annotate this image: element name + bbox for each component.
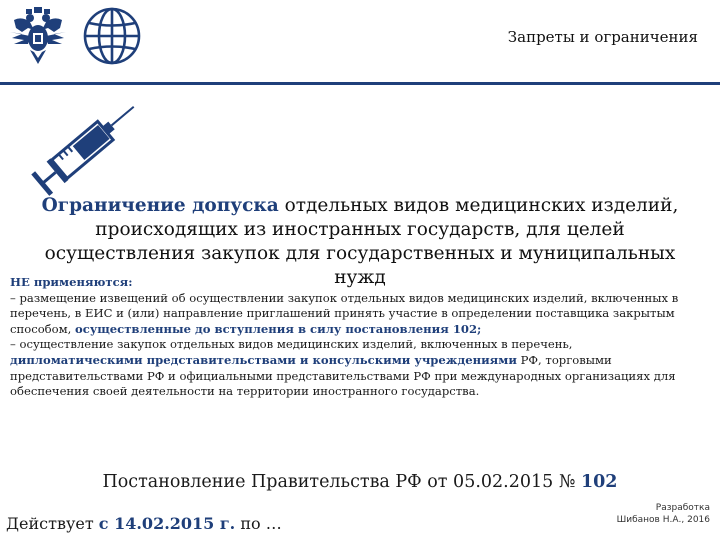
page-title: Запреты и ограничения xyxy=(507,28,698,46)
effective-prefix: Действует xyxy=(6,514,99,533)
decree-number: 102 xyxy=(580,472,618,492)
headline-accent: Ограничение допуска xyxy=(41,195,279,216)
exception-item-2-rest: РФ, торговыми представительствами РФ и официальными представительствами РФ при международных организациях для обеспечения своей деятельности на территории иностранного государства. xyxy=(10,352,676,399)
effective-suffix: по … xyxy=(235,514,282,533)
exceptions-note xyxy=(10,275,690,400)
effective-date: с 14.02.2015 г. xyxy=(98,514,236,533)
header-divider xyxy=(0,82,720,85)
exception-item-1-highlight: осуществленные до вступления в силу постановления 102; xyxy=(75,321,482,336)
author-label: Разработка xyxy=(655,503,710,513)
author-name: Шибанов Н.А., 2016 xyxy=(616,515,710,525)
exceptions-lead: НЕ применяются: xyxy=(10,275,133,289)
russian-coat-of-arms-icon xyxy=(8,6,68,66)
headline-text: отдельных видов медицинских изделий, происходящих из иностранных государств, для целей осуществления закупок для государственных и муниципальных нужд xyxy=(44,195,679,288)
decree-reference xyxy=(0,472,720,492)
syringe-icon xyxy=(24,96,150,196)
exception-item-2-highlight: дипломатическими представительствами и консульскими учреждениями xyxy=(10,352,517,367)
decree-text: Постановление Правительства РФ от 05.02.2015 № xyxy=(102,472,581,492)
exception-item-1 xyxy=(10,291,690,338)
exception-item-2-text: – осуществление закупок отдельных видов медицинских изделий, включенных в перечень, xyxy=(10,337,573,352)
author-credit xyxy=(617,502,710,526)
effective-period xyxy=(6,514,282,533)
exception-item-2 xyxy=(10,337,690,399)
exception-item-1-text: – размещение извещений об осуществлении закупок отдельных видов медицинских изделий, включенных в перечень, в ЕИС и (или) направление приглашений принять участие в определении поставщика закрытым способом, xyxy=(10,290,679,336)
globe-icon xyxy=(82,6,142,66)
